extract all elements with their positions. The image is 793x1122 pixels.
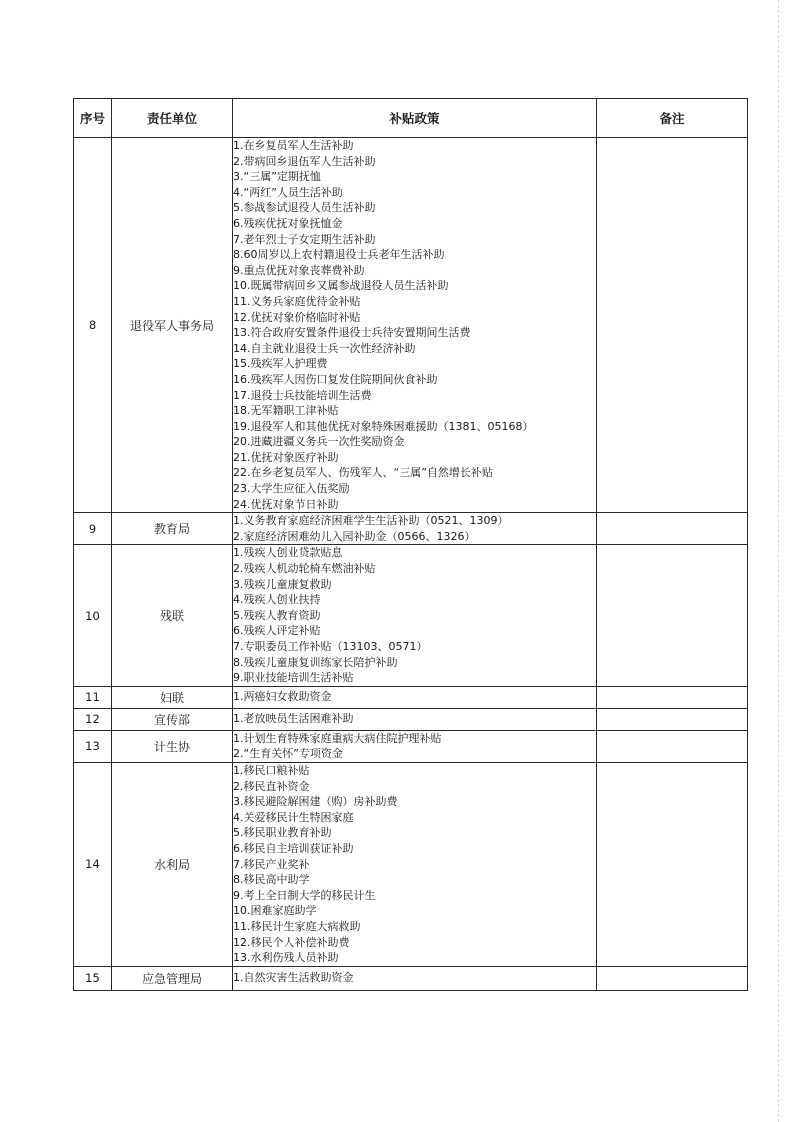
policy-list (233, 966, 597, 990)
header-no: 序号 (74, 99, 112, 138)
responsible-unit: 退役军人事务局 (112, 138, 233, 513)
table-row (74, 762, 748, 966)
table-row (74, 730, 748, 762)
policy-item: 6.移民自主培训获证补助 (233, 841, 354, 855)
policy-item: 22.在乡老复员军人、伤残军人、“三属”自然增长补贴 (233, 466, 493, 480)
policy-item: 1.在乡复员军人生活补助 (233, 139, 354, 152)
row-number: 9 (74, 513, 112, 545)
note-cell (597, 730, 748, 762)
responsible-unit: 妇联 (112, 686, 233, 708)
policy-list (233, 545, 597, 686)
policy-item: 3.移民避险解困建（购）房补助费 (233, 795, 398, 809)
policy-item: 19.退役军人和其他优抚对象特殊困难援助（1381、05168） (233, 419, 534, 433)
policy-list (233, 762, 597, 966)
policy-item: 15.残疾军人护理费 (233, 357, 328, 371)
row-number: 11 (74, 686, 112, 708)
policy-item: 8.60周岁以上农村籍退役士兵老年生活补助 (233, 248, 445, 262)
row-number: 13 (74, 730, 112, 762)
policy-item: 5.移民职业教育补助 (233, 826, 332, 840)
policy-item: 8.残疾儿童康复训练家长陪护补助 (233, 655, 398, 669)
policy-item: 1.自然灾害生活救助资金 (233, 971, 354, 985)
subsidy-policy-table (73, 98, 748, 991)
policy-item: 4.“两红”人员生活补助 (233, 185, 343, 199)
responsible-unit: 残联 (112, 545, 233, 686)
policy-item: 12.移民个人补偿补助费 (233, 935, 350, 949)
table-row (74, 545, 748, 686)
policy-item: 24.优抚对象节日补助 (233, 497, 339, 511)
policy-item: 1.残疾人创业贷款贴息 (233, 546, 343, 560)
policy-item: 9.考上全日制大学的移民计生 (233, 888, 376, 902)
policy-item: 5.参战参试退役人员生活补助 (233, 201, 376, 215)
row-number: 8 (74, 138, 112, 513)
table-row (74, 138, 748, 513)
note-cell (597, 138, 748, 513)
row-number: 14 (74, 762, 112, 966)
policy-list (233, 513, 597, 545)
note-cell (597, 762, 748, 966)
row-number: 15 (74, 966, 112, 990)
policy-item: 8.移民高中助学 (233, 873, 310, 887)
policy-list (233, 686, 597, 708)
policy-list (233, 708, 597, 730)
policy-item: 10.困难家庭助学 (233, 904, 317, 918)
policy-item: 1.两癌妇女救助资金 (233, 690, 332, 704)
note-cell (597, 513, 748, 545)
note-cell (597, 545, 748, 686)
policy-item: 2.家庭经济困难幼儿入园补助金（0566、1326） (233, 529, 476, 543)
responsible-unit: 宣传部 (112, 708, 233, 730)
policy-list (233, 138, 597, 513)
table-row (74, 686, 748, 708)
policy-item: 7.老年烈士子女定期生活补助 (233, 232, 376, 246)
policy-item: 14.自主就业退役士兵一次性经济补助 (233, 341, 416, 355)
row-number: 10 (74, 545, 112, 686)
policy-item: 4.关爱移民计生特困家庭 (233, 810, 354, 824)
policy-item: 1.老放映员生活困难补助 (233, 712, 354, 726)
policy-item: 13.符合政府安置条件退役士兵待安置期间生活费 (233, 326, 471, 340)
policy-item: 6.残疾优抚对象抚恤金 (233, 216, 343, 230)
header-row (74, 99, 748, 138)
table-row (74, 708, 748, 730)
policy-item: 2.带病回乡退伍军人生活补助 (233, 154, 376, 168)
policy-item: 18.无军籍职工津补贴 (233, 404, 339, 418)
note-cell (597, 708, 748, 730)
policy-item: 2.残疾人机动轮椅车燃油补贴 (233, 562, 376, 576)
policy-item: 7.专职委员工作补贴（13103、0571） (233, 640, 428, 653)
policy-list (233, 730, 597, 762)
policy-item: 20.进藏进疆义务兵一次性奖励资金 (233, 435, 405, 449)
policy-item: 2.“生育关怀”专项资金 (233, 747, 343, 761)
policy-item: 11.义务兵家庭优待金补贴 (233, 294, 361, 308)
header-note: 备注 (597, 99, 748, 138)
table-row (74, 966, 748, 990)
policy-item: 9.重点优抚对象丧葬费补助 (233, 263, 365, 277)
policy-item: 2.移民直补资金 (233, 779, 310, 793)
policy-item: 1.移民口粮补贴 (233, 763, 310, 777)
policy-item: 5.残疾人教育资助 (233, 608, 321, 622)
policy-item: 10.既属带病回乡又属参战退役人员生活补助 (233, 279, 449, 293)
note-cell (597, 966, 748, 990)
responsible-unit: 计生协 (112, 730, 233, 762)
table-row (74, 513, 748, 545)
responsible-unit: 应急管理局 (112, 966, 233, 990)
policy-item: 21.优抚对象医疗补助 (233, 450, 339, 464)
policy-item: 1.计划生育特殊家庭重病大病住院护理补贴 (233, 731, 442, 745)
policy-item: 3.残疾儿童康复救助 (233, 577, 332, 591)
policy-item: 11.移民计生家庭大病救助 (233, 919, 361, 933)
policy-item: 16.残疾军人因伤口复发住院期间伙食补助 (233, 372, 438, 386)
policy-item: 1.义务教育家庭经济困难学生生活补助（0521、1309） (233, 514, 509, 528)
responsible-unit: 教育局 (112, 513, 233, 545)
note-cell (597, 686, 748, 708)
row-number: 12 (74, 708, 112, 730)
header-unit: 责任单位 (112, 99, 233, 138)
policy-item: 12.优抚对象价格临时补贴 (233, 310, 361, 324)
policy-item: 13.水利伤残人员补助 (233, 951, 339, 965)
policy-item: 6.残疾人评定补贴 (233, 624, 321, 638)
policy-item: 4.残疾人创业扶持 (233, 593, 321, 607)
responsible-unit: 水利局 (112, 762, 233, 966)
header-policy: 补贴政策 (233, 99, 597, 138)
policy-item: 3.“三属”定期抚恤 (233, 170, 321, 184)
policy-item: 23.大学生应征入伍奖励 (233, 482, 350, 496)
policy-item: 9.职业技能培训生活补贴 (233, 671, 354, 685)
policy-item: 17.退役士兵技能培训生活费 (233, 388, 372, 402)
policy-item: 7.移民产业奖补 (233, 857, 310, 871)
scan-edge-line (778, 0, 780, 1122)
table-body (74, 138, 748, 991)
